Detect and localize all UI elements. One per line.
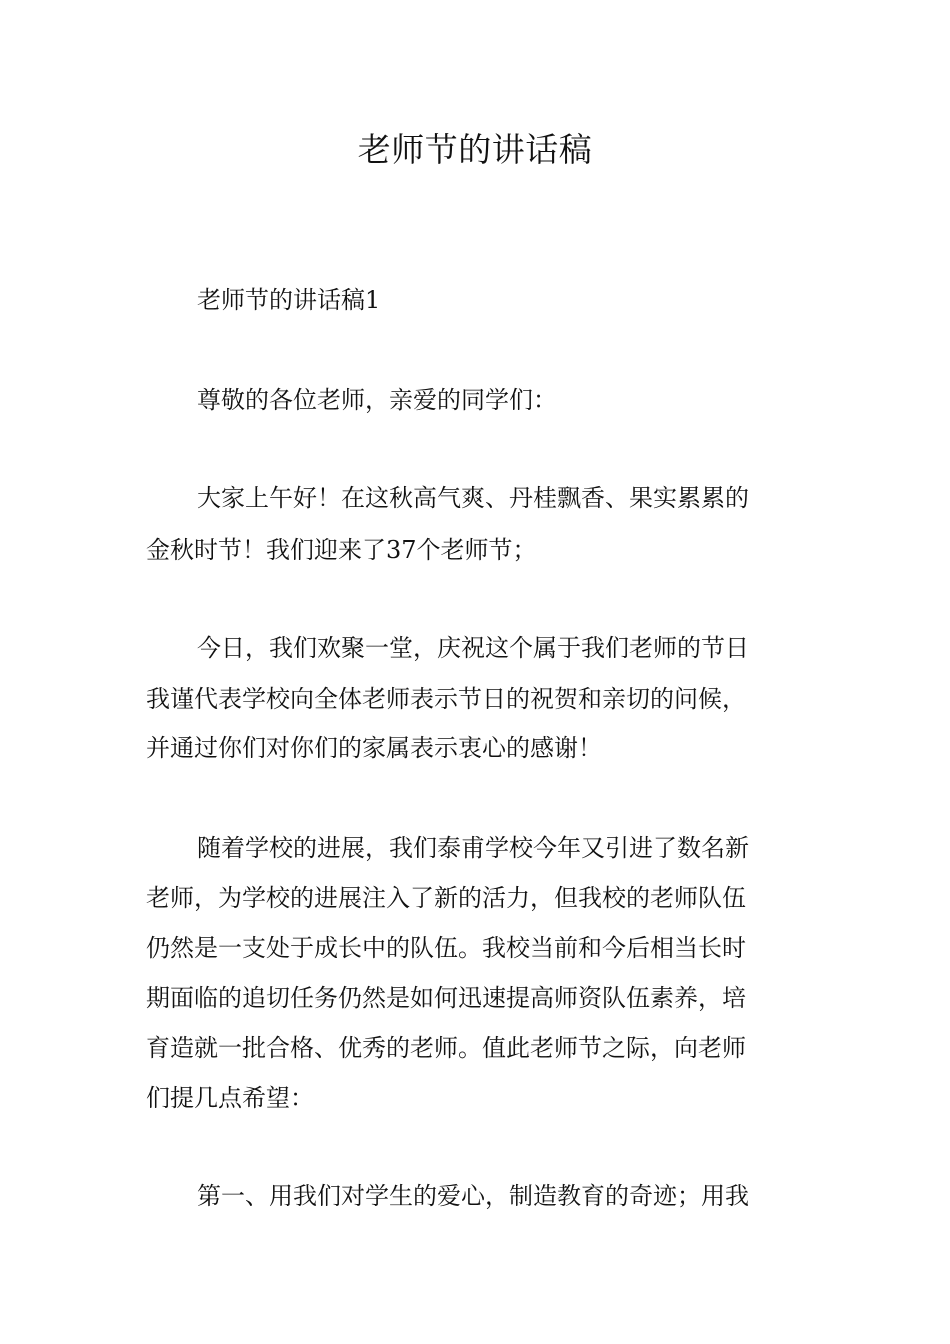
paragraph-line: 第一、用我们对学生的爱心，制造教育的奇迹；用我 (197, 1182, 749, 1210)
salutation-line: 尊敬的各位老师，亲爱的同学们： (197, 386, 557, 414)
paragraph-line: 我谨代表学校向全体老师表示节日的祝贺和亲切的问候， (146, 685, 746, 713)
paragraph-line: 期面临的追切任务仍然是如何迅速提高师资队伍素养，培 (146, 984, 746, 1012)
paragraph-line: 今日，我们欢聚一堂，庆祝这个属于我们老师的节日 (197, 634, 749, 662)
section-heading: 老师节的讲话稿1 (197, 286, 381, 314)
document-title: 老师节的讲话稿 (357, 130, 593, 169)
paragraph-line: 金秋时节！我们迎来了37个老师节； (146, 536, 537, 564)
paragraph-line: 老师，为学校的进展注入了新的活力，但我校的老师队伍 (146, 884, 746, 912)
paragraph-line: 仍然是一支处于成长中的队伍。我校当前和今后相当长时 (146, 934, 746, 962)
paragraph-line: 育造就一批合格、优秀的老师。值此老师节之际，向老师 (146, 1034, 746, 1062)
paragraph-line: 们提几点希望： (146, 1084, 314, 1112)
paragraph-line: 随着学校的进展，我们泰甫学校今年又引进了数名新 (197, 834, 749, 862)
paragraph-line: 并通过你们对你们的家属表示衷心的感谢！ (146, 734, 602, 762)
paragraph-line: 大家上午好！在这秋高气爽、丹桂飘香、果实累累的 (197, 484, 749, 512)
